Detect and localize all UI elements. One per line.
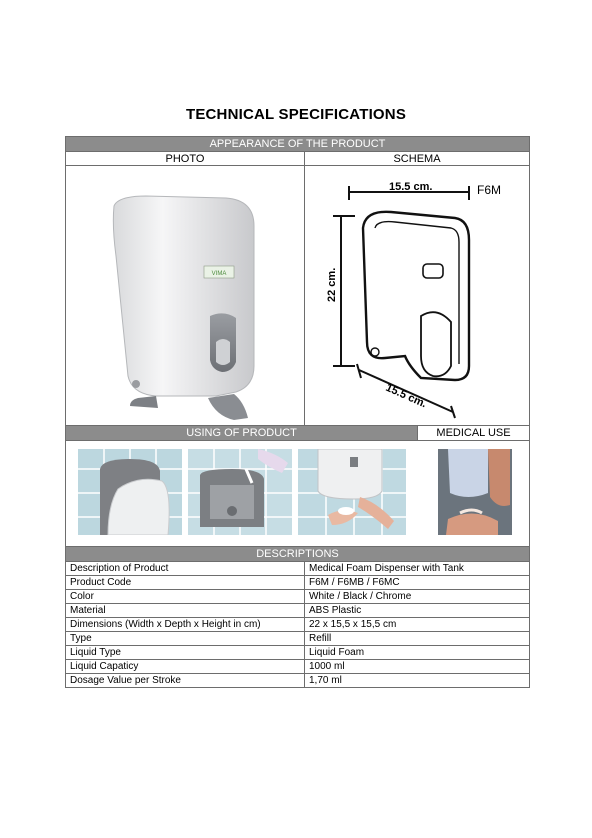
spec-label: Product Code xyxy=(70,577,132,588)
spec-row xyxy=(66,617,529,632)
descriptions-header: DESCRIPTIONS xyxy=(66,547,529,561)
divider xyxy=(66,440,529,441)
medical-header: MEDICAL USE xyxy=(436,427,511,439)
spec-row xyxy=(66,561,529,576)
spec-value: Liquid Foam xyxy=(309,647,365,658)
usage-photo-1 xyxy=(78,449,182,535)
spec-value: F6M / F6MB / F6MC xyxy=(309,577,400,588)
schema-height-label: 22 cm. xyxy=(326,267,338,302)
spec-row xyxy=(66,631,529,646)
appearance-header: APPEARANCE OF THE PRODUCT xyxy=(66,137,529,151)
divider xyxy=(417,426,418,440)
spec-row xyxy=(66,659,529,674)
spec-label: Color xyxy=(70,591,94,602)
schema-header: SCHEMA xyxy=(393,153,441,165)
spec-label: Dimensions (Width x Depth x Height in cm) xyxy=(70,619,261,630)
spec-value: 1000 ml xyxy=(309,661,345,672)
spec-row xyxy=(66,673,529,688)
spec-label: Type xyxy=(70,633,92,644)
spec-label: Liquid Type xyxy=(70,647,121,658)
using-header: USING OF PRODUCT xyxy=(66,426,417,440)
medical-use-photo xyxy=(438,449,512,535)
spec-row xyxy=(66,603,529,618)
spec-label: Description of Product xyxy=(70,563,169,574)
spec-sheet xyxy=(65,136,530,688)
page-title: TECHNICAL SPECIFICATIONS xyxy=(185,106,407,123)
spec-row xyxy=(66,645,529,660)
spec-label: Material xyxy=(70,605,106,616)
product-schema xyxy=(305,166,529,425)
spec-value: White / Black / Chrome xyxy=(309,591,412,602)
photo-header: PHOTO xyxy=(165,153,205,165)
spec-value: 1,70 ml xyxy=(309,675,342,686)
spec-value: Medical Foam Dispenser with Tank xyxy=(309,563,464,574)
spec-value: Refill xyxy=(309,633,332,644)
spec-row xyxy=(66,589,529,604)
spec-row xyxy=(66,575,529,590)
schema-width-label: 15.5 cm. xyxy=(389,181,433,193)
spec-label: Dosage Value per Stroke xyxy=(70,675,181,686)
schema-model: F6M xyxy=(477,183,501,197)
brand-logo: VIMA xyxy=(211,271,227,277)
spec-label: Liquid Capaticy xyxy=(70,661,139,672)
spec-value: ABS Plastic xyxy=(309,605,362,616)
schema-depth-label: 15.5 cm. xyxy=(383,381,429,411)
schema-drawing xyxy=(305,166,529,425)
dispenser-photo-image xyxy=(66,166,304,425)
usage-photo-3 xyxy=(298,449,406,535)
product-photo xyxy=(66,166,304,425)
usage-photo-2 xyxy=(188,449,292,535)
spec-value: 22 x 15,5 x 15,5 cm xyxy=(309,619,397,630)
